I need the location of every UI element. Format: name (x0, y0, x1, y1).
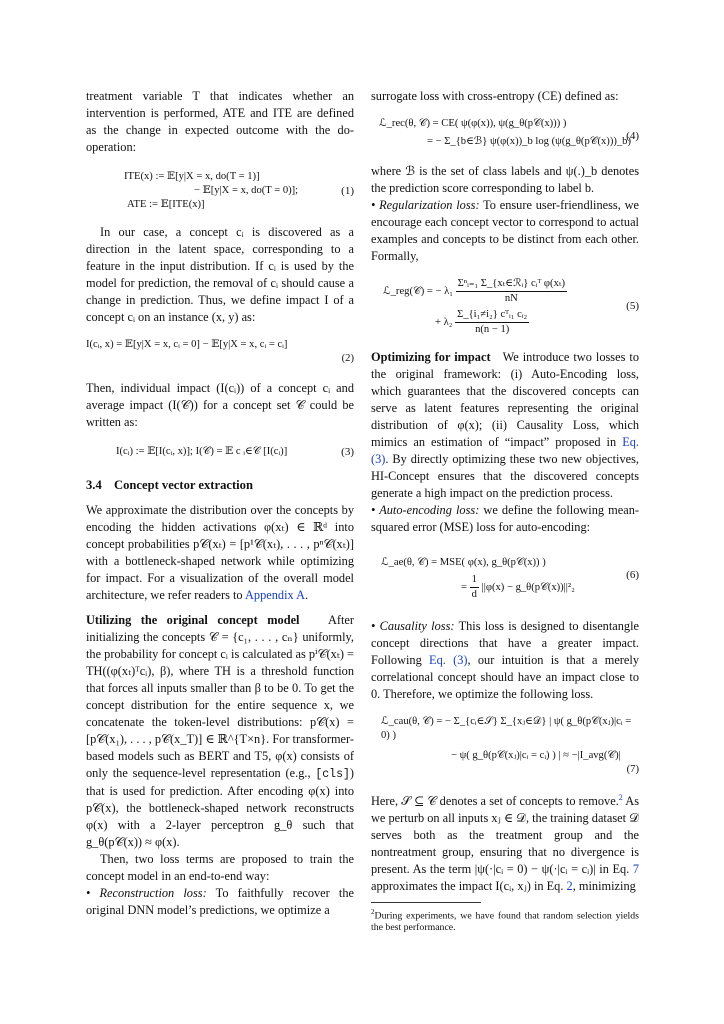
equation-line: − ψ( g_θ(p𝒞(xⱼ)|cᵢ = cᵢ) ) | ≈ −|I_avg(𝒞)| (451, 750, 621, 761)
footnote-marker[interactable]: 2 (618, 793, 623, 802)
equation-number: (2) (341, 353, 354, 364)
equation-link[interactable]: 2 (566, 879, 573, 894)
section-heading (86, 477, 354, 494)
paragraph: We approximate the distribution over the concepts by encoding the hidden activations φ(xₜ) ∈ ℝᵈ into concept probabilities p𝒞(xₜ) = [p¹𝒞(xₜ), . . . , pⁿ𝒞(xₜ)] with a bottleneck-shaped network while optimizing for impact. For a visualization of the overall model architecture, we refer readers to Appendix A. (86, 503, 354, 602)
equation-line: ℒ_ae(θ, 𝒞) = MSE( φ(x), g_θ(p𝒞(x)) ) (381, 557, 546, 568)
paragraph: Here, 𝒮 ⊆ 𝒞 denotes a set of concepts to remove.$^2$ As we perturb on all inputs xⱼ ∈ 𝒟, the training dataset 𝒟 serves both as the treatment group and the nontreatment group, ensuring that no divergence is present. As the term |ψ(·|cᵢ = 0) − ψ(·|cᵢ = cᵢ)| in Eq. 7 approximates the impact I(cᵢ, xⱼ) in Eq. 2, minimizing (371, 793, 640, 894)
equation-line: ATE := 𝔼[ITE(x)] (127, 199, 205, 210)
equation-6: ℒ_ae(θ, 𝒞) = MSE( φ(x), g_θ(p𝒞(x)) ) = $\frac{1}{d}$ ||φ(x) − g_θ(p𝒞(x))||²₂ (6) (381, 557, 639, 600)
equation-line: ITE(x) := 𝔼[y|X = x, do(T = 1)] (124, 171, 260, 182)
equation-number: (4) (626, 130, 639, 142)
paragraph: • Regularization loss: To ensure user-friendliness, we encourage each concept vector to correspond to actual examples and concepts to be distinct from each other. Formally, (371, 198, 639, 263)
equation-1 (86, 170, 354, 212)
equation-line: = − Σ_{b∈ℬ} ψ(φ(x))_b log (ψ(g_θ(p𝒞(x)))_b) (427, 136, 632, 147)
right-column (371, 88, 639, 934)
paragraph: Then, individual impact (I(cᵢ)) of a concept cᵢ and average impact (I(𝒞)) for a concept set 𝒞 could be written as: (86, 381, 354, 429)
equation-2 (86, 338, 354, 366)
paragraph: where ℬ is the set of class labels and ψ(.)_b denotes the prediction score corresponding to label b. (371, 164, 639, 195)
appendix-link[interactable]: Appendix A (245, 588, 306, 602)
left-column (86, 88, 354, 919)
paragraph-heading: • Causality loss: (371, 619, 455, 633)
paragraph: Utilizing the original concept model After initializing the concepts 𝒞 = {c₁, . . . , cₙ} uniformly, the probability for concept cᵢ is calculated as pⁱ𝒞(xₜ) = TH((φ(xₜ)ᵀcᵢ), β), where TH is a threshold function that forces all inputs smaller than β to be 0. To get the concept distribution for the entire sequence x, we concatenate the token-level distributions: p𝒞(x) = [p𝒞(x₁), . . . , p𝒞(x_T)] ∈ ℝ^{T×n}. For transformer-based models such as BERT and T5, φ(x) consists of only the sequence-level representation (e.g., [cls]) that is used for prediction. After encoding φ(x) into p𝒞(x), the bottleneck-shaped network reconstructs φ(x) with a 2-layer perceptron g_θ such that g_θ(p𝒞(x)) ≈ φ(x). (86, 613, 354, 849)
equation-number: (5) (626, 300, 639, 312)
paragraph: treatment variable T that indicates whether an intervention is performed, ATE and ITE are defined as the change in expected outcome with the do-operation: (86, 89, 354, 154)
paragraph: • Auto-encoding loss: we define the following mean-squared error (MSE) loss for auto-encoding: (371, 503, 639, 534)
paragraph-heading: • Regularization loss: (371, 198, 480, 212)
equation-line: − 𝔼[y|X = x, do(T = 0)]; (194, 185, 299, 196)
paragraph: • Reconstruction loss: To faithfully recover the original DNN model’s predictions, we optimize a (86, 886, 354, 917)
equation-link[interactable]: Eq. (3) (429, 653, 468, 667)
equation-line: ℒ_cau(θ, 𝒞) = − Σ_{cᵢ∈𝒮} Σ_{xⱼ∈𝒟} | ψ( g_θ(p𝒞(xⱼ)|cᵢ = 0) ) (381, 716, 632, 741)
paragraph: • Causality loss: This loss is designed to disentangle concept directions that have a greater impact. Following Eq. (3), our intuition is that a merely correlational concept should have an impact close to 0. Therefore, we optimize the following loss. (371, 619, 640, 701)
equation-number: (7) (626, 764, 639, 775)
paragraph-heading: • Reconstruction loss: (86, 886, 207, 900)
paragraph-heading: • Auto-encoding loss: (371, 503, 480, 517)
section-title: Concept vector extraction (114, 478, 253, 492)
equation-3 (86, 445, 354, 459)
paragraph: In our case, a concept cᵢ is discovered as a direction in the latent space, corresponding to a feature in the input distribution. If cᵢ is used by the model for prediction, the removal of cᵢ should cause a change in prediction. Thus, we define impact I of a concept cᵢ on an instance (x, y) as: (86, 225, 354, 324)
code-token: [cls] (315, 768, 350, 781)
paragraph: Then, two loss terms are proposed to train the concept model in an end-to-end way: (86, 852, 354, 883)
equation-number: (6) (626, 569, 639, 581)
equation-line: I(cᵢ) := 𝔼[I(cᵢ, x)]; I(𝒞) = 𝔼 c ᵢ∈𝒞 [I(cᵢ)] (116, 446, 288, 457)
equation-line: ℒ_rec(θ, 𝒞) = CE( ψ(φ(x)), ψ(g_θ(p𝒞(x))) ) (379, 118, 567, 129)
paragraph-heading: Utilizing the original concept model (86, 613, 300, 627)
paragraph: surrogate loss with cross-entropy (CE) defined as: (371, 89, 619, 103)
equation-7 (371, 715, 639, 777)
footnote: $^2$During experiments, we have found that random selection yields the best performance. (371, 908, 639, 934)
paragraph-heading: Optimizing for impact (371, 350, 491, 364)
equation-link[interactable]: 7 (632, 862, 639, 877)
equation-4 (371, 117, 639, 149)
footnote-divider (371, 902, 481, 903)
equation-line: I(cᵢ, x) = 𝔼[y|X = x, cᵢ = 0] − 𝔼[y|X = x, cᵢ = cᵢ] (86, 339, 288, 350)
section-number: 3.4 (86, 478, 102, 492)
equation-link[interactable]: Eq. (3) (371, 435, 639, 466)
paragraph: Optimizing for impact We introduce two losses to the original framework: (i) Auto-Encoding loss, which guarantees that the discovered concepts can serve as latent features representing the original distribution of φ(x); (ii) Causality Loss, which mimics an estimation of “impact” proposed in Eq. (3). By directly optimizing these two new objectives, HI-Concept ensures that the discovered concepts generate a high impact on the prediction process. (371, 350, 639, 500)
equation-number: (1) (341, 185, 354, 197)
equation-5: ℒ_reg(𝒞) = − λ₁ $\frac{\text{Σⁿᵢ₌₁ Σ\_\{xₜ∈ℛᵢ\} cᵢᵀ φ(xₜ)}}{nN}$ + λ₂ $\frac{\text{Σ\_\{i₁≠i₂\} cᵀᵢ₁ cᵢ₂}}{n(n - 1)}$ (5) (383, 278, 639, 335)
equation-number: (3) (341, 446, 354, 458)
